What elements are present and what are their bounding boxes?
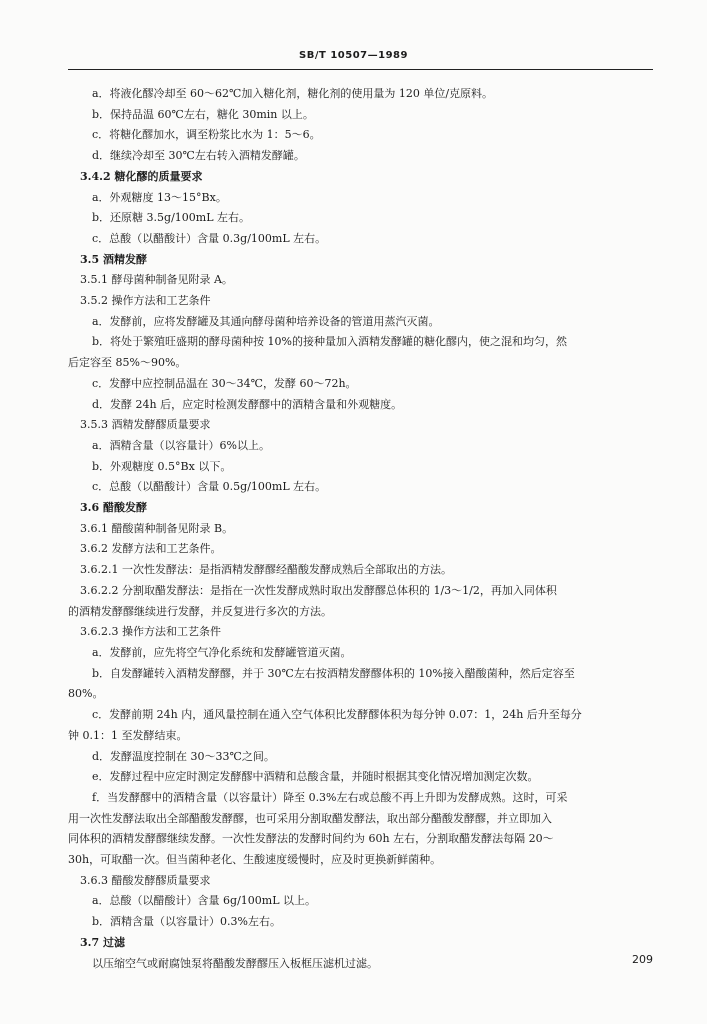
text-line: c．发酵前期 24h 内，通风量控制在通入空气体积比发酵醪体积为每分钟 0.07：1，24h 后升至每分 [92,708,582,722]
document-body [68,84,653,974]
text-line: b．外观糖度 0.5°Bx 以下。 [92,459,232,473]
text-line: 3.5.2 操作方法和工艺条件 [80,294,211,308]
text-line: 3.6.2.2 分割取醋发酵法：是指在一次性发酵成熟时取出发酵醪总体积的 1/3～1/2，再加入同体积 [80,583,557,597]
text-line: 用一次性发酵法取出全部醋酸发酵醪，也可采用分割取醋发酵法，取出部分醋酸发酵醪，并立即加入 [68,811,552,825]
section-heading: 3.7 过滤 [80,935,125,949]
text-line: 3.5.1 酵母菌种制备见附录 A。 [80,273,233,287]
text-line: d．发酵 24h 后，应定时检测发酵醪中的酒精含量和外观糖度。 [92,397,403,411]
page-number: 209 [632,953,653,966]
text-line: c．总酸（以醋酸计）含量 0.3g/100mL 左右。 [92,231,327,245]
section-heading: 3.4.2 糖化醪的质量要求 [80,169,203,183]
text-line: 80%。 [68,687,104,701]
text-line: d．继续冷却至 30℃左右转入酒精发酵罐。 [92,149,305,163]
text-line: f．当发酵醪中的酒精含量（以容量计）降至 0.3%左右或总酸不再上升即为发酵成熟。这时，可采 [92,790,568,804]
text-line: b．保持品温 60℃左右，糖化 30min 以上。 [92,107,314,121]
header-rule [68,69,653,70]
text-line: a．外观糖度 13～15°Bx。 [92,190,227,204]
text-line: 3.6.2.1 一次性发酵法：是指酒精发酵醪经醋酸发酵成熟后全部取出的方法。 [80,563,452,577]
text-line: a．发酵前，应将发酵罐及其通向酵母菌种培养设备的管道用蒸汽灭菌。 [92,314,440,328]
text-line: 的酒精发酵醪继续进行发酵，并反复进行多次的方法。 [68,604,332,618]
text-line: b．自发酵罐转入酒精发酵醪，并于 30℃左右按酒精发酵醪体积的 10%接入醋酸菌种，然后定容至 [92,666,575,680]
text-line: a．总酸（以醋酸计）含量 6g/100mL 以上。 [92,894,317,908]
text-line: a．将液化醪冷却至 60～62℃加入糖化剂，糖化剂的使用量为 120 单位/克原料。 [92,87,494,100]
text-line: b．将处于繁殖旺盛期的酵母菌种按 10%的接种量加入酒精发酵罐的糖化醪内，使之混和均匀，然 [92,335,567,349]
text-line: 3.5.3 酒精发酵醪质量要求 [80,418,211,432]
text-line: 钟 0.1：1 至发酵结束。 [68,728,188,742]
text-line: a．发酵前，应先将空气净化系统和发酵罐管道灭菌。 [92,645,352,659]
text-line: b．酒精含量（以容量计）0.3%左右。 [92,915,281,929]
text-line: 以压缩空气或耐腐蚀泵将醋酸发酵醪压入板框压滤机过滤。 [92,956,378,970]
text-line: 3.6.3 醋酸发酵醪质量要求 [80,873,211,887]
page-header-code: SB/T 10507—1989 [299,50,408,61]
text-line: b．还原糖 3.5g/100mL 左右。 [92,211,251,225]
text-line: c．总酸（以醋酸计）含量 0.5g/100mL 左右。 [92,480,327,494]
section-heading: 3.6 醋酸发酵 [80,501,147,515]
text-line: 3.6.1 醋酸菌种制备见附录 B。 [80,521,234,535]
text-line: 30h，可取醋一次。但当菌种老化、生酸速度缓慢时，应及时更换新鲜菌种。 [68,853,442,867]
section-heading: 3.5 酒精发酵 [80,252,147,266]
text-line: 3.6.2.3 操作方法和工艺条件 [80,625,221,639]
text-line: 同体积的酒精发酵醪继续发酵。一次性发酵法的发酵时间约为 60h 左右，分割取醋发酵法每隔 20～ [68,832,554,846]
text-line: e．发酵过程中应定时测定发酵醪中酒精和总酸含量，并随时根据其变化情况增加测定次数。 [92,770,539,784]
text-line: c．将糖化醪加水，调至粉浆比水为 1：5～6。 [92,128,321,142]
text-line: 3.6.2 发酵方法和工艺条件。 [80,542,222,556]
text-line: a．酒精含量（以容量计）6%以上。 [92,438,271,452]
text-line: d．发酵温度控制在 30～33℃之间。 [92,749,275,763]
text-line: c．发酵中应控制品温在 30～34℃，发酵 60～72h。 [92,376,357,390]
text-line: 后定容至 85%～90%。 [68,356,187,370]
